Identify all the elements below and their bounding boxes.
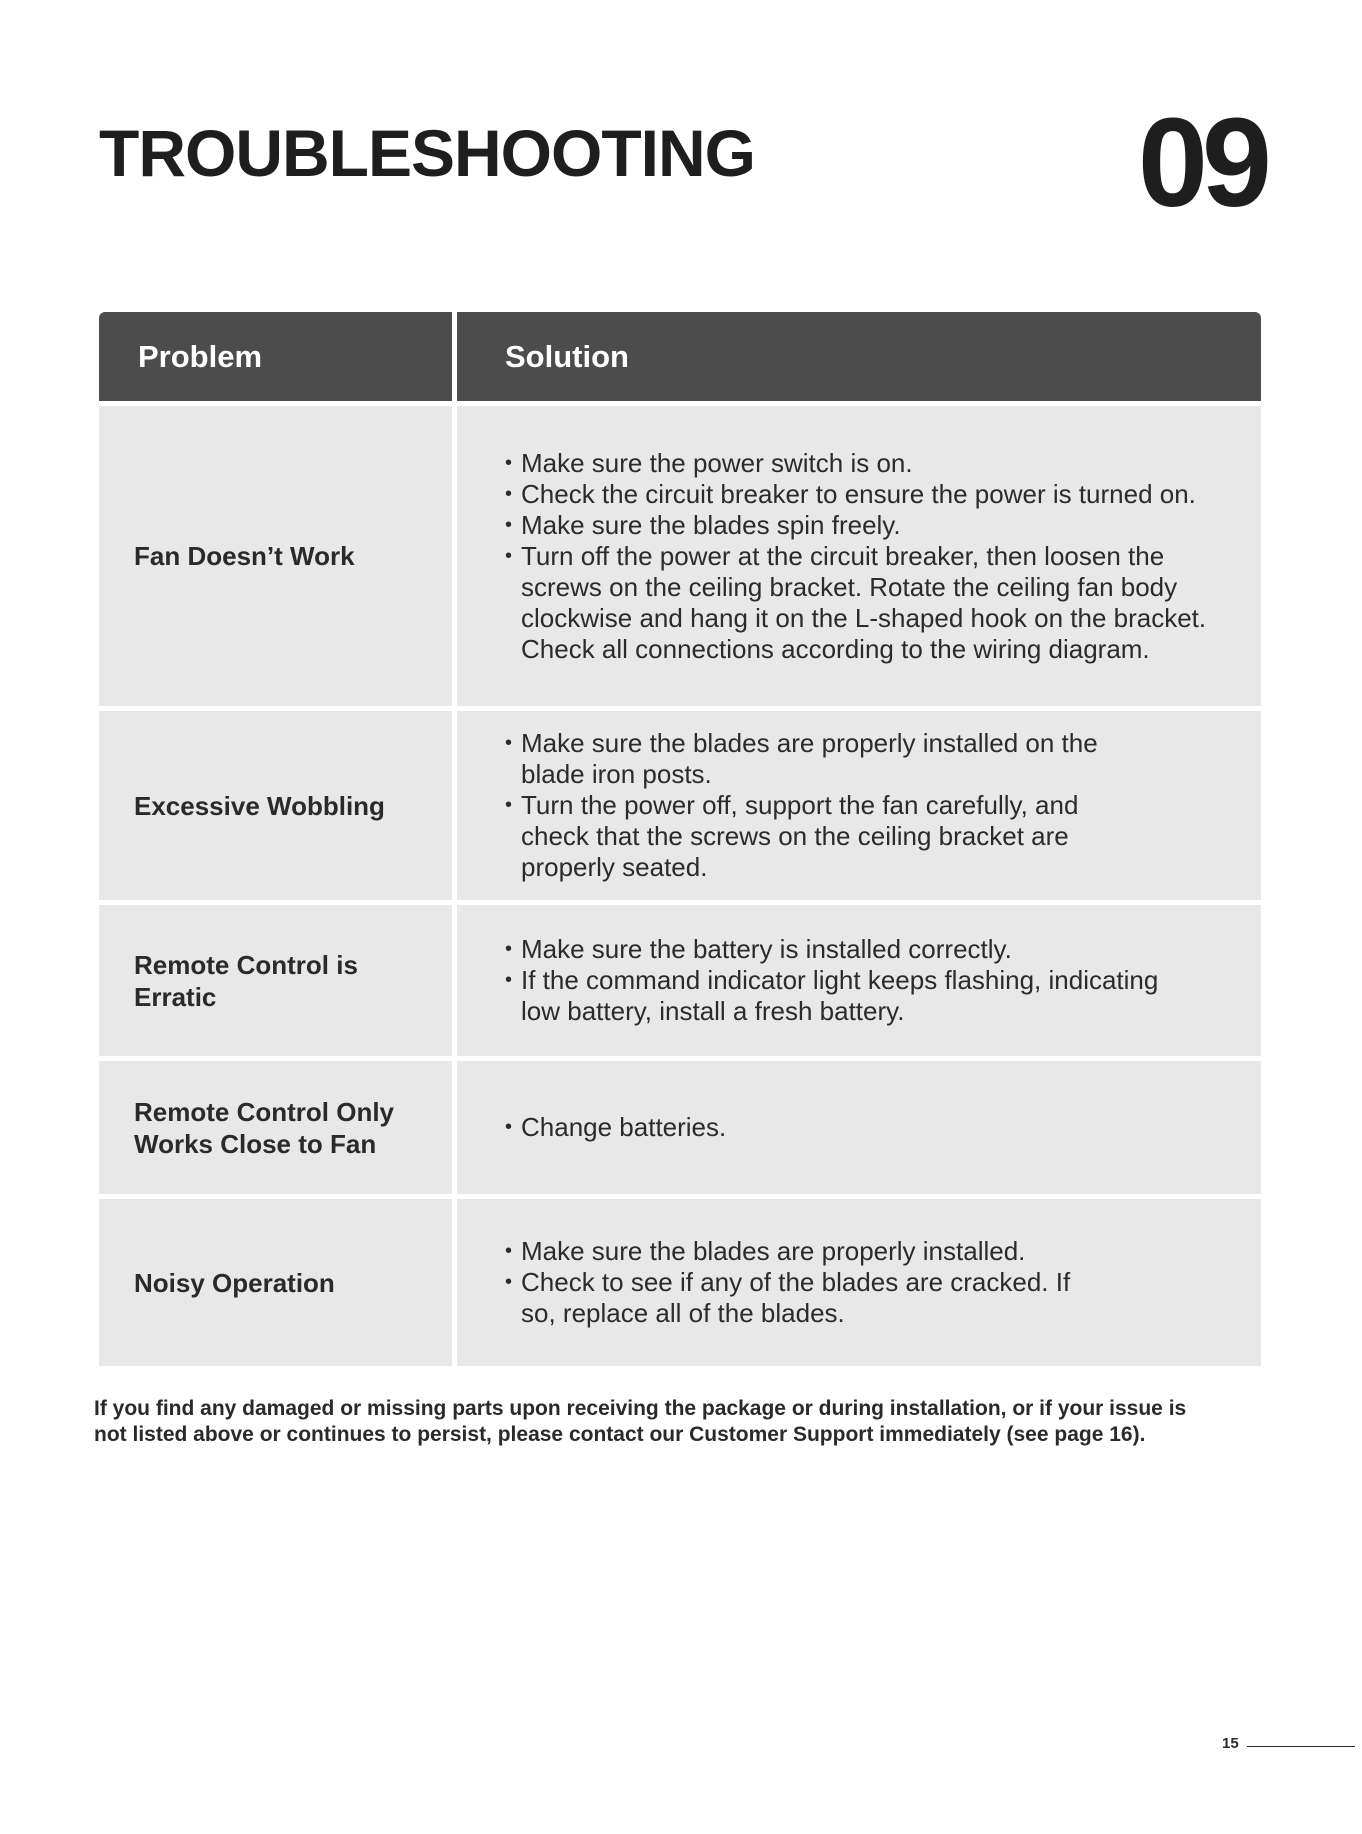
solution-item: • Change batteries. <box>505 1112 726 1143</box>
page-title: TROUBLESHOOTING <box>99 116 755 190</box>
problem-label: Noisy Operation <box>134 1267 335 1298</box>
solution-list <box>505 934 1158 1027</box>
solution-list <box>505 1112 726 1143</box>
solution-cell <box>457 1061 1261 1194</box>
solution-cell <box>457 406 1261 706</box>
troubleshooting-table <box>99 312 1261 1366</box>
solution-item: • Make sure the battery is installed correctly. <box>505 934 1158 965</box>
table-row <box>99 406 1261 706</box>
problem-label: Remote Control Only Works Close to Fan <box>134 1096 395 1159</box>
solution-cell <box>457 1199 1261 1366</box>
table-row <box>99 905 1261 1056</box>
table-header-row <box>99 312 1261 401</box>
solution-item: • Turn off the power at the circuit breaker, then loosen the screws on the ceiling bracket. Rotate the ceiling fan body clockwise and hang it on the L-shaped hook on the bracket. Check all connections according to the wiring diagram. <box>505 541 1206 665</box>
column-header-problem: Problem <box>99 312 452 401</box>
solution-cell <box>457 905 1261 1056</box>
table-row <box>99 1061 1261 1194</box>
problem-label: Remote Control is Erratic <box>134 949 358 1012</box>
problem-cell <box>99 1199 452 1366</box>
problem-cell <box>99 905 452 1056</box>
chapter-number: 09 <box>1137 92 1266 233</box>
page-number: 15 <box>1222 1735 1239 1752</box>
problem-label: Excessive Wobbling <box>134 790 385 821</box>
table-row <box>99 711 1261 900</box>
problem-label: Fan Doesn’t Work <box>134 541 355 571</box>
solution-cell <box>457 711 1261 900</box>
page-number-rule <box>1247 1746 1355 1747</box>
problem-cell <box>99 406 452 706</box>
solution-item: • Make sure the blades are properly installed on the blade iron posts. <box>505 728 1098 790</box>
solution-list <box>505 448 1206 665</box>
table-row <box>99 1199 1261 1366</box>
solution-item: • If the command indicator light keeps flashing, indicating low battery, install a fresh battery. <box>505 965 1158 1027</box>
solution-item: • Make sure the power switch is on. <box>505 448 1206 479</box>
problem-cell <box>99 1061 452 1194</box>
column-header-solution: Solution <box>457 312 1261 401</box>
solution-list <box>505 1236 1070 1329</box>
solution-item: • Make sure the blades spin freely. <box>505 510 1206 541</box>
problem-cell <box>99 711 452 900</box>
solution-item: • Check the circuit breaker to ensure the power is turned on. <box>505 479 1206 510</box>
solution-item: • Check to see if any of the blades are cracked. If so, replace all of the blades. <box>505 1267 1070 1329</box>
support-note: If you find any damaged or missing parts upon receiving the package or during installation, or if your issue is not listed above or continues to persist, please contact our Customer Support immediately (see page 16). <box>94 1397 1187 1446</box>
solution-item: • Turn the power off, support the fan carefully, and check that the screws on the ceiling bracket are properly seated. <box>505 790 1098 883</box>
solution-list <box>505 728 1098 883</box>
solution-item: • Make sure the blades are properly installed. <box>505 1236 1070 1267</box>
